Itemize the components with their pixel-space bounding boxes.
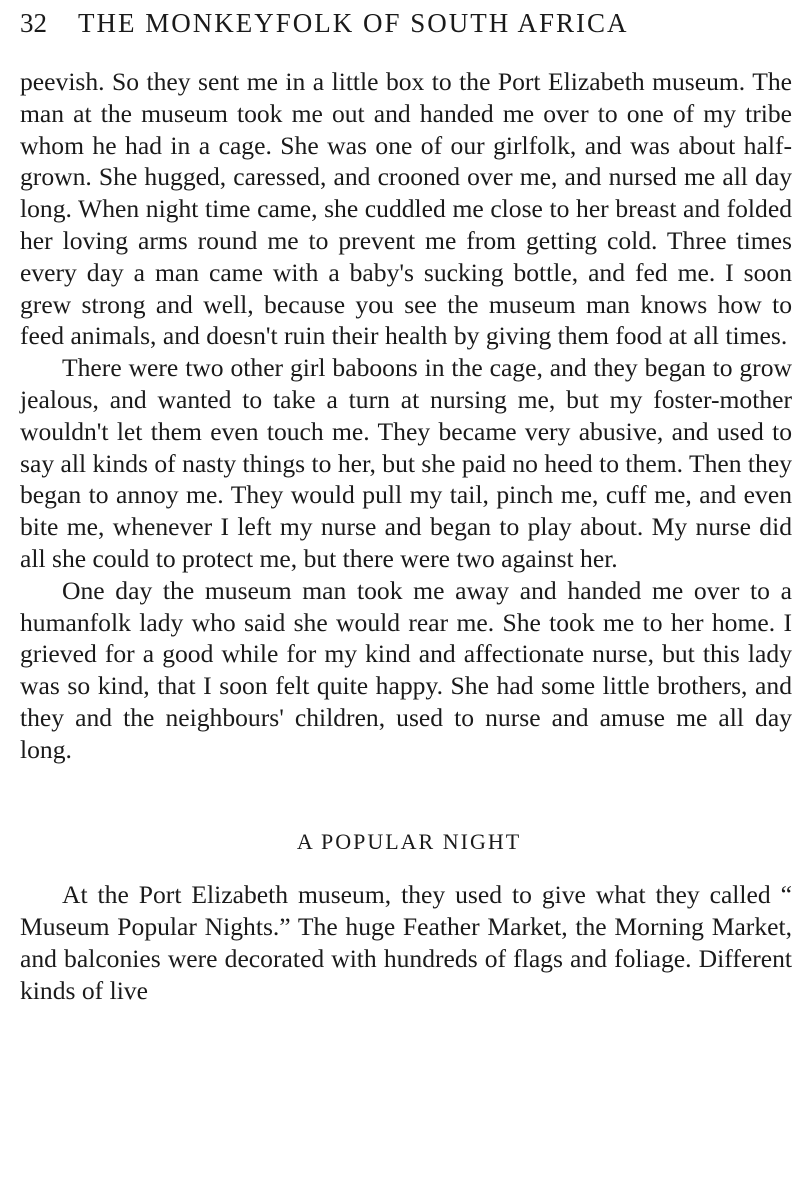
page-number: 32 — [20, 8, 47, 38]
paragraph-humanfolk-lady: One day the museum man took me away and handed me over to a humanfolk lady who said she would rear me. She took me to her home. I grieved for a good while for my kind and affectionate nurse, but this lady was so kind, that I soon felt quite happy. She had some little brothers, and they and the neighbours' children, used to nurse and amuse me all day long. — [20, 575, 792, 764]
paragraph-popular-nights: At the Port Elizabeth museum, they used to give what they called “ Museum Popular Nights.” The huge Feather Market, the Morning Market, and balconies were decorated with hundreds of flags and foliage. Different kinds of live — [20, 880, 792, 1005]
running-title: THE MONKEYFOLK OF SOUTH AFRICA — [78, 8, 629, 38]
book-page — [20, 8, 792, 1007]
paragraph-jealous-baboons: There were two other girl baboons in the cage, and they began to grow jealous, and wanted to take a turn at nursing me, but my foster-mother wouldn't let them even touch me. They became very abusive, and used to say all kinds of nasty things to her, but she paid no heed to them. Then they began to annoy me. They would pull my tail, pinch me, cuff me, and even bite me, whenever I left my nurse and began to play about. My nurse did all she could to protect me, but there were two against her. — [20, 353, 792, 573]
body-text — [20, 66, 792, 1007]
running-head — [20, 8, 792, 44]
paragraph-continued: peevish. So they sent me in a little box to the Port Elizabeth museum. The man at the museum took me out and handed me over to one of my tribe whom he had in a cage. She was one of our girlfolk, and was about half-grown. She hugged, caressed, and crooned over me, and nursed me all day long. When night time came, she cuddled me close to her breast and folded her loving arms round me to prevent me from getting cold. Three times every day a man came with a baby's sucking bottle, and fed me. I soon grew strong and well, because you see the museum man knows how to feed animals, and doesn't ruin their health by giving them food at all times. — [20, 67, 792, 351]
section-heading: A POPULAR NIGHT — [296, 828, 522, 854]
